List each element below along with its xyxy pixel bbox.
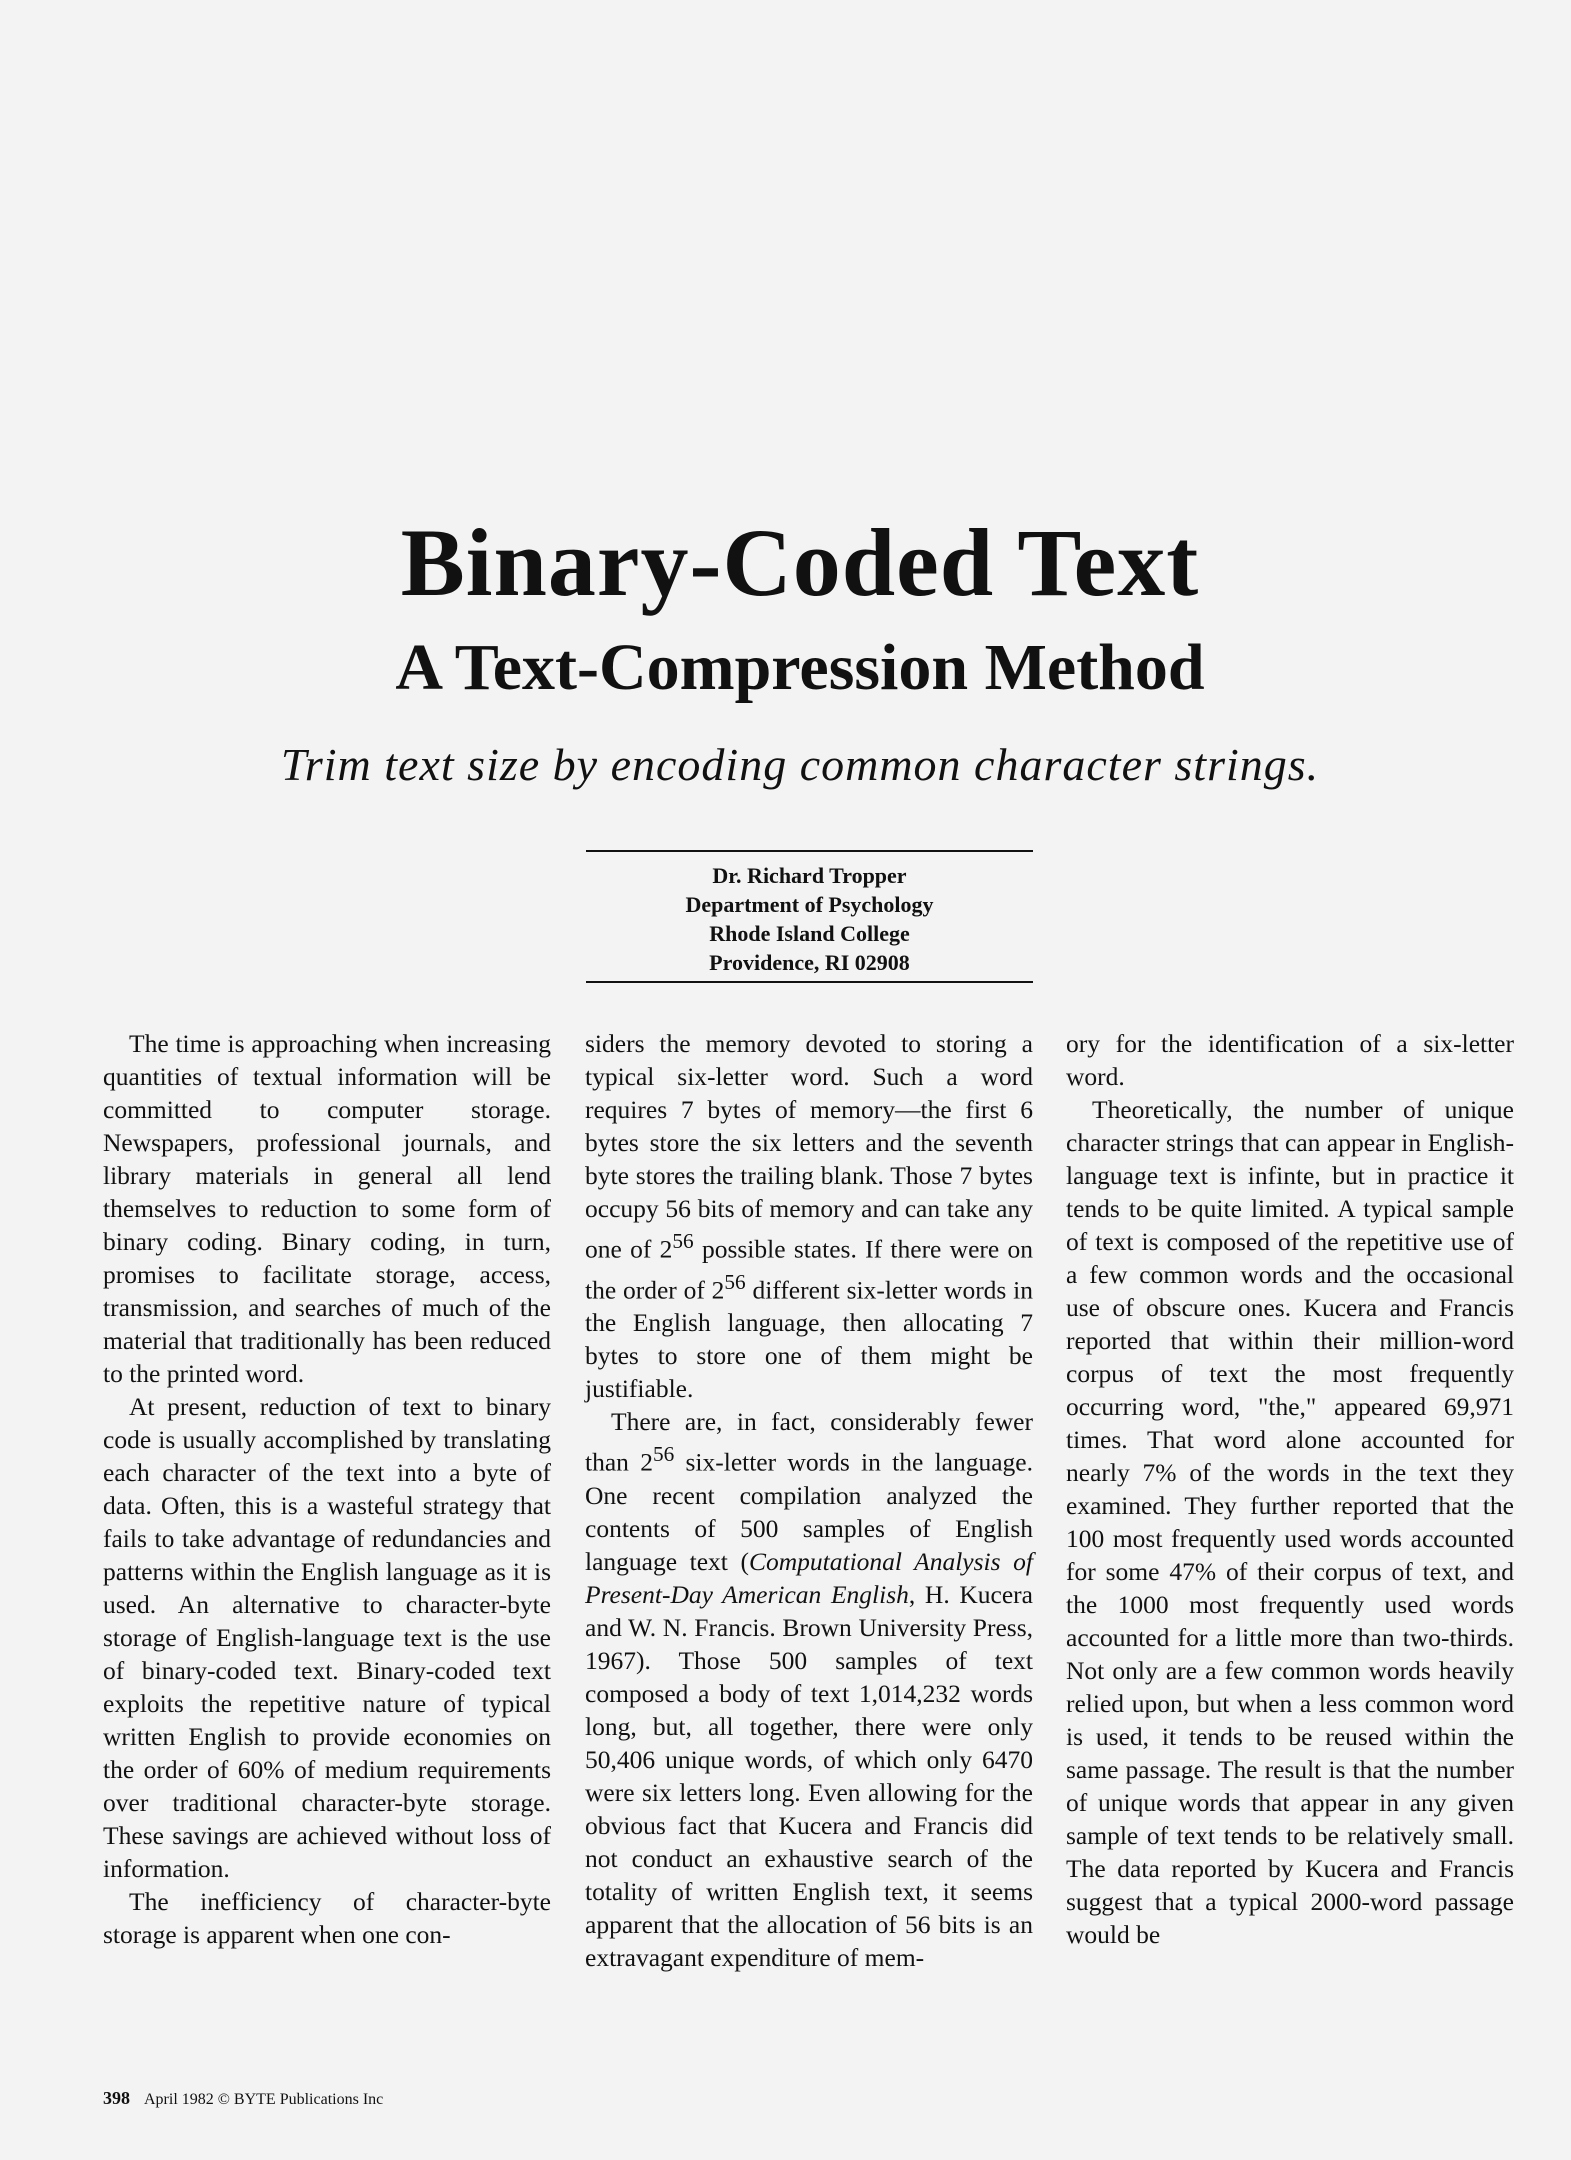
text-run: , H. Kucera and W. N. Francis. Brown University Press, 1967). Those 500 samples of text composed a body of text 1,014,232 words long, but, all together, there were only 50,406 unique words, of which only 6470 were six letters long. Even allowing for the obvious fact that Kucera and Francis did not conduct an exhaustive search of the totality of written English text, it seems apparent that the allocation of 56 bits is an extravagant expenditure of mem- bbox=[585, 1579, 1033, 1972]
paragraph: Theoretically, the number of unique character strings that can appear in English-language text is infinte, but in practice it tends to be quite limited. A typical sample of text is composed of the repetitive use of a few common words and the occasional use of obscure ones. Kucera and Francis reported that within their million-word corpus of text the most frequently occurring word, "the," appeared 69,971 times. That word alone accounted for nearly 7% of the words in the text they examined. They further reported that the 100 most frequently used words accounted for some 47% of their corpus of text, and the 1000 most frequently used words accounted for a little more than two-thirds. Not only are a few common words heavily relied upon, but when a less common word is used, it tends to be reused within the same passage. The result is that the number of unique words that appear in any given sample of text tends to be relatively small. The data reported by Kucera and Francis suggest that a typical 2000-word passage would be bbox=[1066, 1095, 1514, 1949]
text-run: six-letter words in the language. One recent compilation analyzed the contents of 500 samples of English language text ( bbox=[585, 1447, 1033, 1576]
byline-top-rule bbox=[586, 850, 1033, 852]
byline-bottom-rule bbox=[586, 981, 1033, 983]
page-footer bbox=[103, 2089, 383, 2108]
page-number: 398 bbox=[103, 2088, 130, 2108]
body-column-1 bbox=[103, 1027, 551, 1951]
paragraph: The time is approaching when increasing quantities of textual information will be committed to computer storage. Newspapers, professional journals, and library materials in general all lend themselves to reduction to some form of binary coding. Binary coding, in turn, promises to facilitate storage, access, transmission, and searches of much of the material that traditionally has been reduced to the printed word. bbox=[103, 1029, 551, 1388]
author-address: Providence, RI 02908 bbox=[709, 950, 910, 975]
article-title: Binary-Coded Text bbox=[400, 509, 1200, 616]
body-column-3 bbox=[1066, 1027, 1514, 1951]
article-subtitle: A Text-Compression Method bbox=[395, 631, 1205, 704]
paragraph: The inefficiency of character-byte storage is apparent when one con- bbox=[103, 1887, 551, 1949]
paragraph: ory for the identification of a six-letter word. bbox=[1066, 1029, 1514, 1091]
text-run: possible states. If there were on the order of 2 bbox=[585, 1234, 1034, 1304]
publication-credit: April 1982 © BYTE Publications Inc bbox=[144, 2091, 384, 2108]
exponent: 56 bbox=[652, 1442, 675, 1466]
text-run: siders the memory devoted to storing a typical six-letter word. Such a word requires 7 bytes of memory—the first 6 bytes store the six letters and the seventh byte stores the trailing blank. Those 7 bytes occupy 56 bits of memory and can take any one of 2 bbox=[585, 1029, 1033, 1264]
exponent: 56 bbox=[672, 1229, 694, 1253]
author-institution: Rhode Island College bbox=[709, 921, 910, 946]
paragraph bbox=[585, 1405, 1033, 1974]
text-run: different six-letter words in the English language, then allocating 7 bytes to store one of them might be justifiable. bbox=[585, 1275, 1033, 1403]
body-column-2 bbox=[585, 1027, 1033, 1974]
citation-title: Computational Analysis of Present-Day American English bbox=[585, 1546, 1033, 1609]
author-department: Department of Psychology bbox=[685, 892, 934, 917]
author-name: Dr. Richard Tropper bbox=[712, 863, 907, 888]
exponent: 56 bbox=[724, 1269, 746, 1294]
article-tagline: Trim text size by encoding common character strings. bbox=[280, 739, 1320, 790]
author-byline bbox=[586, 861, 1033, 977]
paragraph bbox=[585, 1027, 1033, 1405]
text-run: There are, in fact, considerably fewer than 2 bbox=[585, 1407, 1033, 1477]
paragraph: At present, reduction of text to binary code is usually accomplished by translating each character of the text into a byte of data. Often, this is a wasteful strategy that fails to take advantage of redundancies and patterns within the English language as it is used. An alternative to character-byte storage of English-language text is the use of binary-coded text. Binary-coded text exploits the repetitive nature of typical written English to provide economies on the order of 60% of medium requirements over traditional character-byte storage. These savings are achieved without loss of information. bbox=[103, 1392, 551, 1883]
